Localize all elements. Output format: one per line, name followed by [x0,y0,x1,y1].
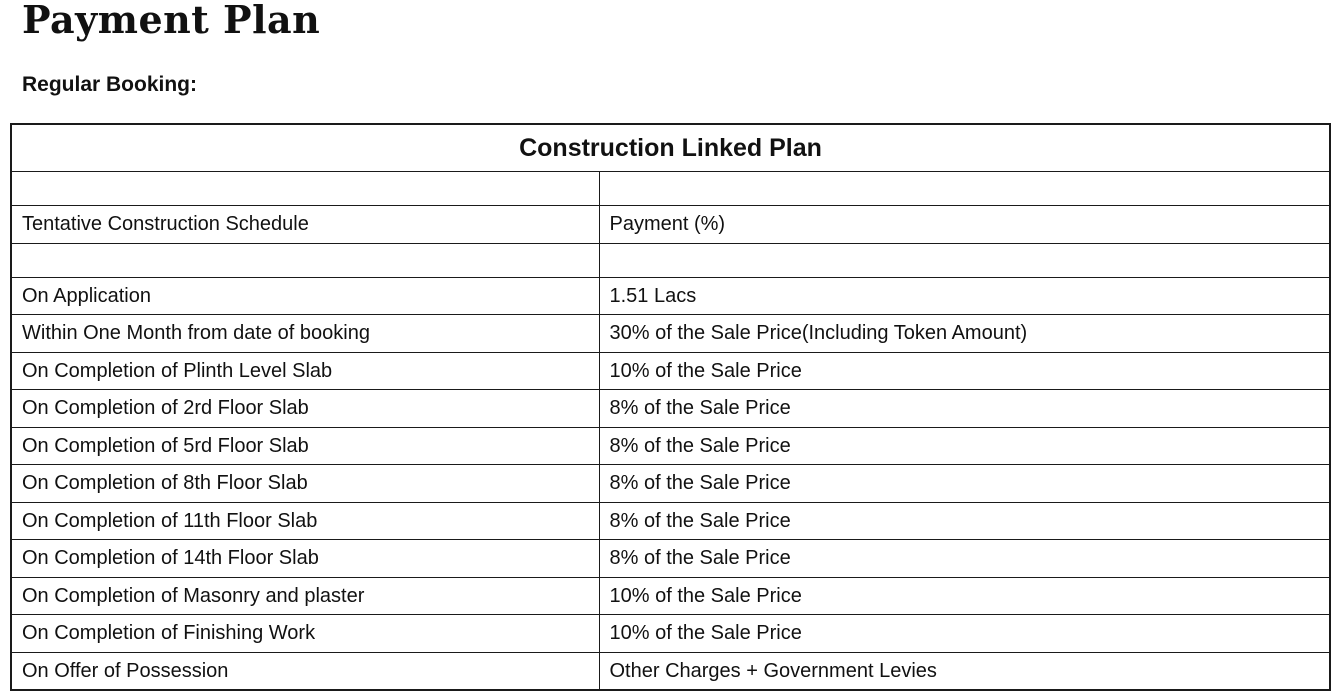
table-row [11,465,1330,503]
payment-cell: 8% of the Sale Price [599,540,1330,578]
payment-cell: 30% of the Sale Price(Including Token Amount) [599,315,1330,353]
table-row [11,502,1330,540]
table-row [11,652,1330,690]
payment-cell: 10% of the Sale Price [599,577,1330,615]
table-row [11,427,1330,465]
payment-cell: 8% of the Sale Price [599,502,1330,540]
schedule-cell: On Completion of 14th Floor Slab [11,540,599,578]
schedule-cell: On Completion of Plinth Level Slab [11,352,599,390]
schedule-cell: On Completion of 5rd Floor Slab [11,427,599,465]
table-row [11,615,1330,653]
table-title-row [11,124,1330,172]
table-header-row [11,206,1330,244]
empty-cell [11,243,599,277]
table-row [11,540,1330,578]
spacer-row [11,172,1330,206]
schedule-cell: On Completion of Masonry and plaster [11,577,599,615]
schedule-cell: Within One Month from date of booking [11,315,599,353]
schedule-cell: On Completion of 2rd Floor Slab [11,390,599,428]
table-row [11,315,1330,353]
payment-cell: 1.51 Lacs [599,277,1330,315]
payment-plan-table [10,123,1331,691]
table-title: Construction Linked Plan [11,124,1330,172]
empty-cell [599,172,1330,206]
table-row [11,277,1330,315]
payment-cell: 8% of the Sale Price [599,390,1330,428]
header-payment: Payment (%) [599,206,1330,244]
empty-cell [599,243,1330,277]
payment-cell: 10% of the Sale Price [599,352,1330,390]
table-row [11,577,1330,615]
payment-cell: 8% of the Sale Price [599,465,1330,503]
spacer-row [11,243,1330,277]
table-row [11,390,1330,428]
schedule-cell: On Offer of Possession [11,652,599,690]
payment-cell: 8% of the Sale Price [599,427,1330,465]
payment-cell: 10% of the Sale Price [599,615,1330,653]
table-row [11,352,1330,390]
header-schedule: Tentative Construction Schedule [11,206,599,244]
payment-cell: Other Charges + Government Levies [599,652,1330,690]
page-title: Payment Plan [22,0,321,42]
schedule-cell: On Application [11,277,599,315]
schedule-cell: On Completion of Finishing Work [11,615,599,653]
section-heading: Regular Booking: [22,73,198,96]
schedule-cell: On Completion of 11th Floor Slab [11,502,599,540]
empty-cell [11,172,599,206]
schedule-cell: On Completion of 8th Floor Slab [11,465,599,503]
